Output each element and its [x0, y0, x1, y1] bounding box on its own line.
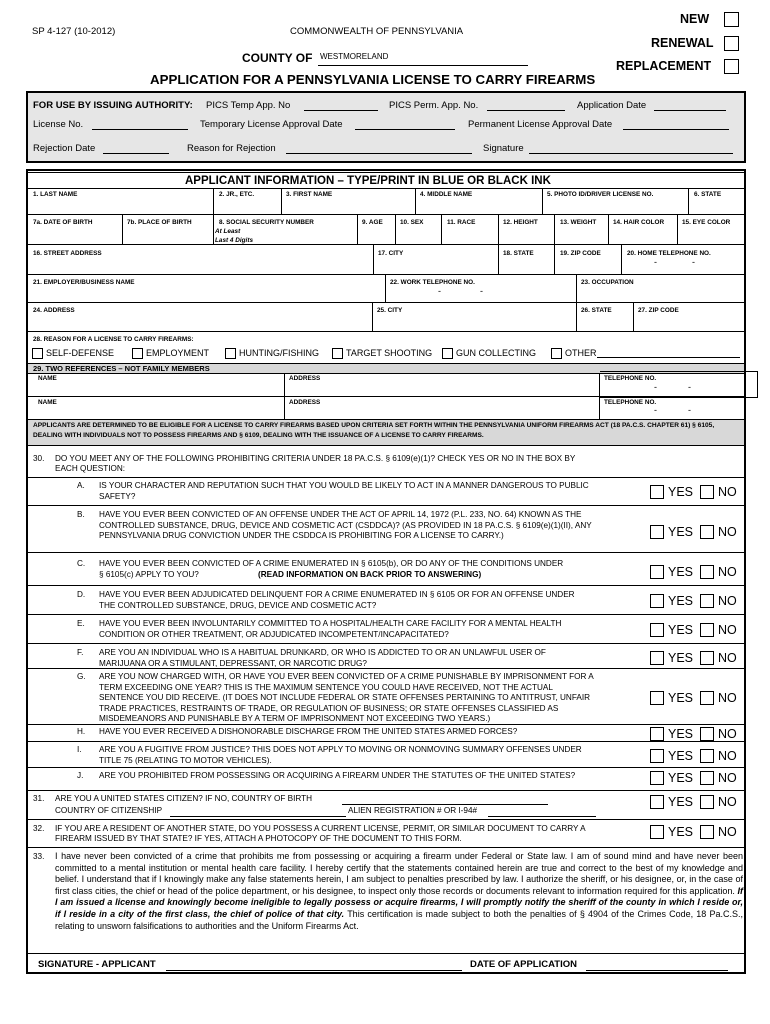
q30-item-line: MISDEMEANORS AND PUNISHABLE BY A TERM OF IMPRISONMENT NOT EXCEEDING TWO YEARS.) [99, 714, 491, 724]
q31-yes-checkbox[interactable] [650, 795, 664, 809]
last-name-label: 1. LAST NAME [33, 191, 78, 198]
sex-label: 10. SEX [400, 219, 424, 226]
yes-checkbox[interactable] [650, 525, 664, 539]
reason-employment-checkbox[interactable] [132, 348, 143, 359]
date-label: DATE OF APPLICATION [470, 959, 577, 970]
reason-self-defense-checkbox[interactable] [32, 348, 43, 359]
ref2-name-label: NAME [38, 399, 57, 406]
yes-label: YES [668, 771, 694, 785]
temp-approval-field[interactable] [355, 119, 455, 130]
work-phone-dash-2: - [480, 286, 483, 296]
q30-item-line: HAVE YOU EVER BEEN CONVICTED OF AN OFFENSE UNDER THE ACT OF APRIL 14, 1972 (P.L. 233, NO. 64) KNOWN AS THE [99, 510, 582, 519]
q30-item-line: HAVE YOU EVER BEEN INVOLUNTARILY COMMITTED TO A HOSPITAL/HEALTH CARE FACILITY FOR A MENTAL HEALTH [99, 619, 562, 628]
license-no-label: License No. [33, 119, 84, 130]
q30-item-line: HAVE YOU EVER BEEN CONVICTED OF A CRIME ENUMERATED IN § 6105(b), OR DO ANY OF THE CONDITIONS UNDER [99, 559, 564, 568]
weight-label: 13. WEIGHT [560, 219, 597, 226]
yes-checkbox[interactable] [650, 485, 664, 499]
reason-hunting-label: HUNTING/FISHING [239, 348, 319, 358]
reason-hunting-checkbox[interactable] [225, 348, 236, 359]
q30-item-letter: C. [77, 559, 86, 568]
q32-yes-label: YES [668, 825, 694, 839]
yes-label: YES [668, 525, 694, 539]
q30-item-line: ARE YOU NOW CHARGED WITH, OR HAVE YOU EVER BEEN CONVICTED OF A CRIME PUNISHABLE BY IMPRISONMENT FOR A [99, 672, 594, 681]
county-value: WESTMORELAND [320, 52, 389, 61]
yes-checkbox[interactable] [650, 771, 664, 785]
reason-target-checkbox[interactable] [332, 348, 343, 359]
option-new-checkbox[interactable] [724, 12, 739, 27]
q30-answer [650, 651, 737, 665]
reason-collecting-label: GUN COLLECTING [456, 348, 537, 358]
option-renewal-checkbox[interactable] [724, 36, 739, 51]
employer-zip-label: 27. ZIP CODE [638, 307, 679, 314]
yes-checkbox[interactable] [650, 623, 664, 637]
q31-country-birth-field[interactable] [342, 794, 548, 805]
question-separator [28, 724, 744, 725]
yes-label: YES [668, 485, 694, 499]
rejection-date-label: Rejection Date [33, 143, 96, 154]
ref2-phone-label: TELEPHONE NO. [604, 399, 657, 406]
q30-item-letter: F. [77, 648, 84, 657]
q33-tail: This certification is made subject to both the penalties of § 4904 of the Crimes Code, 18 Pa.C.S., relating to unsworn falsifications to [55, 908, 743, 931]
id-state-label: 6. STATE [694, 191, 722, 198]
perm-approval-field[interactable] [623, 119, 729, 130]
no-label: NO [718, 565, 737, 579]
q33-bold-1: If I am issued a license and knowingly become ineligible to legally [55, 885, 743, 908]
question-separator [28, 741, 744, 742]
q31-citizenship-label: COUNTRY OF CITIZENSHIP [55, 806, 163, 815]
employer-address-label: 24. ADDRESS [33, 307, 75, 314]
first-name-label: 3. FIRST NAME [286, 191, 333, 198]
question-separator [28, 643, 744, 644]
no-checkbox[interactable] [700, 749, 714, 763]
option-replacement-checkbox[interactable] [724, 59, 739, 74]
q30-item-line: IS YOUR CHARACTER AND REPUTATION SUCH THAT YOU WOULD BE LIKELY TO ACT IN A MANNER DANGEROUS TO PUBLIC [99, 481, 589, 490]
app-date-label: Application Date [577, 100, 647, 111]
state-label: 18. STATE [503, 250, 534, 257]
ssn-label: 8. SOCIAL SECURITY NUMBER [219, 219, 314, 226]
no-checkbox[interactable] [700, 594, 714, 608]
q30-item-line: HAVE YOU EVER BEEN ADJUDICATED DELINQUENT FOR A CRIME ENUMERATED IN § 6105 OR FOR AN OFFENSE UNDER [99, 590, 575, 599]
q30-item-line: § 6105(c) APPLY TO YOU? [99, 569, 199, 579]
county-label: COUNTY OF [242, 51, 313, 65]
q30-item-line: SENTENCE YOU DID RECEIVE. (IT DOES NOT INCLUDE FEDERAL OR STATE OFFENSES PERTAINING TO ANTITRUST, UNFAIR [99, 693, 591, 703]
yes-label: YES [668, 727, 694, 741]
no-checkbox[interactable] [700, 565, 714, 579]
q30-item-line: CONTROLLED SUBSTANCE, DRUG, DEVICE AND COSMETIC ACT (CSDDCA)? (AS PROVIDED IN 18 PA.C.S. § 6109(e)(1)(II), ANY [99, 520, 592, 530]
city-label: 17. CITY [378, 250, 404, 257]
no-label: NO [718, 749, 737, 763]
q30-item-bold-note: (READ INFORMATION ON BACK PRIOR TO ANSWERING) [258, 569, 482, 579]
pob-label: 7b. PLACE OF BIRTH [127, 219, 192, 226]
pics-perm-label: PICS Perm. App. No. [389, 100, 479, 111]
no-label: NO [718, 623, 737, 637]
reason-other-label: OTHER [565, 348, 597, 358]
age-label: 9. AGE [362, 219, 383, 226]
no-checkbox[interactable] [700, 691, 714, 705]
rejection-reason-label: Reason for Rejection [187, 143, 276, 154]
no-label: NO [718, 771, 737, 785]
no-label: NO [718, 525, 737, 539]
ssn-note-2: Last 4 Digits [215, 237, 253, 244]
question-separator [28, 614, 744, 615]
no-label: NO [718, 594, 737, 608]
yes-label: YES [668, 651, 694, 665]
form-id: SP 4-127 (10-2012) [32, 26, 116, 37]
eligibility-note: APPLICANTS ARE DETERMINED TO BE ELIGIBLE FOR A LICENSE TO CARRY FIREARMS BASED UPON CRITERIA SET FORTH WITHIN THE PENNSYLVANIA UNIFORM FIREARMS ACT (18 PA.C.S. CHAPTER 61) § 6105, DEALING WITH INDIVIDUALS NOT TO POSSESS FIREARMS AND § 6109, DEALING WITH THE ISSUANCE OF A LICENSE TO CARRY FIREARMS. [33, 422, 715, 439]
ref2-phone-dash-2: - [688, 405, 691, 415]
authority-signature-label: Signature [483, 143, 524, 154]
yes-checkbox[interactable] [650, 727, 664, 741]
no-label: NO [718, 651, 737, 665]
reason-collecting-checkbox[interactable] [442, 348, 453, 359]
ref1-address-label: ADDRESS [289, 375, 321, 382]
no-checkbox[interactable] [700, 651, 714, 665]
yes-checkbox[interactable] [650, 749, 664, 763]
app-date-field[interactable] [654, 100, 726, 111]
q31-no-checkbox[interactable] [700, 795, 714, 809]
q30-item-line: TITLE 75 (RELATING TO MOTOR VEHICLES). [99, 755, 272, 765]
employer-state-label: 26. STATE [581, 307, 612, 314]
authority-heading: FOR USE BY ISSUING AUTHORITY: [33, 100, 193, 111]
q33-line-3: best of my knowledge and belief. I understand that if I knowingly make any false statements herein, I am subject to penalties prescribed by law. I [55, 862, 743, 885]
no-checkbox[interactable] [700, 771, 714, 785]
q30-item-letter: I. [77, 745, 82, 754]
q31-citizenship-field[interactable] [170, 806, 346, 817]
q31-yes-label: YES [668, 795, 694, 809]
authority-signature-field[interactable] [529, 143, 733, 154]
rejection-reason-field[interactable] [286, 143, 472, 154]
q30-answer [650, 485, 737, 499]
q30-item-line: TRADE PRACTICES, RESTRAINTS OF TRADE, OR REGULATION OF BUSINESS; OR STATE OFFENSES CLASSIFIED AS [99, 703, 559, 713]
q32-line-1: IF YOU ARE A RESIDENT OF ANOTHER STATE, DO YOU POSSESS A CURRENT LICENSE, PERMIT, OR SIMILAR DOCUMENT TO CARRY A [55, 824, 586, 833]
no-checkbox[interactable] [700, 727, 714, 741]
q30-answer [650, 691, 737, 705]
q33-bold-2: possess or acquire firearms, I will promptly notify the sheriff of the county in which I reside or, if I reside in a city of the first class, the chief of [55, 897, 743, 919]
suffix-label: 2. JR., ETC. [219, 191, 255, 198]
q32-number: 32. [33, 824, 45, 833]
no-label: NO [718, 691, 737, 705]
q30-item-line: HAVE YOU EVER RECEIVED A DISHONORABLE DISCHARGE FROM THE UNITED STATES ARMED FORCES? [99, 727, 518, 736]
q30-item-line: ARE YOU PROHIBITED FROM POSSESSING OR ACQUIRING A FIREARM UNDER THE STATUTES OF THE UNITED STATES? [99, 771, 576, 780]
question-separator [28, 585, 744, 586]
q30-item-letter: B. [77, 510, 85, 519]
middle-name-label: 4. MIDDLE NAME [420, 191, 473, 198]
hair-color-label: 14. HAIR COLOR [613, 219, 665, 226]
q30-item-line: THE CONTROLLED SUBSTANCE, DRUG, DEVICE AND COSMETIC ACT? [99, 600, 377, 610]
home-phone-dash-1: - [654, 257, 657, 267]
q33-line-5: records or documents relevant to information required for this application. [442, 885, 735, 896]
height-label: 12. HEIGHT [503, 219, 538, 226]
pics-temp-field[interactable] [304, 100, 378, 111]
ssn-note-1: At Least [215, 228, 241, 235]
q32-no-label: NO [718, 825, 737, 839]
perm-approval-label: Permanent License Approval Date [468, 119, 613, 130]
yes-label: YES [668, 565, 694, 579]
work-phone-dash-1: - [438, 286, 441, 296]
date-field[interactable] [586, 958, 728, 971]
yes-checkbox[interactable] [650, 565, 664, 579]
question-separator [28, 477, 744, 478]
license-no-field[interactable] [92, 119, 188, 130]
reason-employment-label: EMPLOYMENT [146, 348, 210, 358]
q33-line-2: never been committed to a mental institution or mental health care facility. I hereby certify that the statements contained herein are true and correct to the [55, 851, 743, 873]
q30-item-letter: J. [77, 771, 84, 780]
no-checkbox[interactable] [700, 485, 714, 499]
zip-label: 19. ZIP CODE [560, 250, 601, 257]
ref2-phone-dash-1: - [654, 405, 657, 415]
q30-item-letter: G. [77, 672, 86, 681]
q30-item-letter: A. [77, 481, 85, 490]
pics-perm-field[interactable] [487, 100, 565, 111]
no-checkbox[interactable] [700, 623, 714, 637]
q33-certification [55, 851, 743, 932]
q30-item-letter: H. [77, 727, 86, 736]
q30-answer [650, 727, 737, 741]
photo-id-label: 5. PHOTO ID/DRIVER LICENSE NO. [547, 191, 654, 198]
yes-checkbox[interactable] [650, 594, 664, 608]
q32-yes-checkbox[interactable] [650, 825, 664, 839]
q31-number: 31. [33, 794, 45, 803]
question-separator [28, 552, 744, 553]
rejection-date-field[interactable] [103, 143, 169, 154]
signature-label: SIGNATURE - APPLICANT [38, 959, 156, 970]
q30-item-line: ARE YOU AN INDIVIDUAL WHO IS A HABITUAL DRUNKARD, OR WHO IS ADDICTED TO OR AN UNLAWFUL USER OF [99, 648, 546, 657]
q33-line-4: authorize the sheriff, or his designee, or, in the case of first class cities, the chief or head of the police department, or his designee, to inspect only those [55, 874, 743, 896]
option-new-label: NEW [680, 12, 710, 26]
yes-checkbox[interactable] [650, 691, 664, 705]
q33-line-1: I have never been convicted of a crime that prohibits me from possessing or acquiring a firearm under Federal or State law. I am of sound mind and have [55, 851, 694, 861]
ref1-phone-dash-1: - [654, 382, 657, 392]
q31-alien-field[interactable] [488, 806, 596, 817]
references-label: 29. TWO REFERENCES – NOT FAMILY MEMBERS [33, 364, 210, 373]
yes-checkbox[interactable] [650, 651, 664, 665]
dob-label: 7a. DATE OF BIRTH [33, 219, 93, 226]
q30-item-line: MARIJUANA OR A STIMULANT, DEPRESSANT, OR NARCOTIC DRUG? [99, 658, 367, 668]
q30-item-line: PENNSYLVANIA DRUG CONVICTION UNDER THE CSDDCA IS PROHIBITING FOR A LICENSE TO CARRY.) [99, 531, 504, 541]
race-label: 11. RACE [447, 219, 476, 226]
q30-text-2: EACH QUESTION: [55, 464, 126, 473]
employer-city-label: 25. CITY [377, 307, 403, 314]
reason-target-label: TARGET SHOOTING [346, 348, 433, 358]
q30-answer [650, 565, 737, 579]
form-title: APPLICATION FOR A PENNSYLVANIA LICENSE TO CARRY FIREARMS [150, 72, 596, 87]
q31-text: ARE YOU A UNITED STATES CITIZEN? IF NO, COUNTRY OF BIRTH [55, 794, 313, 803]
q30-item-line: CONDITION OR OTHER TREATMENT, OR ADJUDICATED INCOMPETENT/INCAPACITATED? [99, 629, 449, 639]
occupation-label: 23. OCCUPATION [581, 279, 634, 286]
ref1-extension-box [600, 371, 758, 398]
applicant-heading: APPLICANT INFORMATION – TYPE/PRINT IN BLUE OR BLACK INK [185, 175, 551, 187]
option-replacement-label: REPLACEMENT [616, 59, 712, 73]
reason-self-defense-label: SELF-DEFENSE [46, 348, 115, 358]
no-checkbox[interactable] [700, 525, 714, 539]
q32-answer [650, 825, 737, 839]
yes-label: YES [668, 749, 694, 763]
q33-bold-3: police of that city. [266, 908, 345, 919]
pics-temp-label: PICS Temp App. No [206, 100, 291, 111]
q30-answer [650, 749, 737, 763]
q30-answer [650, 771, 737, 785]
yes-label: YES [668, 691, 694, 705]
question-separator [28, 767, 744, 768]
q31-alien-label: ALIEN REGISTRATION # OR I-94# [348, 806, 478, 815]
no-label: NO [718, 727, 737, 741]
q33-last: authorities and the Uniform Firearms Act. [195, 920, 359, 931]
question-separator [28, 505, 744, 506]
question-separator [28, 668, 744, 669]
q30-item-line: TERM EXCEEDING ONE YEAR? THIS IS THE MAXIMUM SENTENCE YOU COULD HAVE RECEIVED, NOT THE ACTUAL [99, 682, 553, 692]
q30-text-1: DO YOU MEET ANY OF THE FOLLOWING PROHIBITING CRITERIA UNDER 18 PA.C.S. § 6109(e)(1)? CHECK YES OR NO IN THE BOX BY [55, 454, 576, 463]
yes-label: YES [668, 594, 694, 608]
option-renewal-label: RENEWAL [651, 36, 714, 50]
temp-approval-label: Temporary License Approval Date [200, 119, 343, 130]
no-label: NO [718, 485, 737, 499]
q31-no-label: NO [718, 795, 737, 809]
agency-name: COMMONWEALTH OF PENNSYLVANIA [290, 26, 464, 37]
employer-label: 21. EMPLOYER/BUSINESS NAME [33, 279, 135, 286]
eye-color-label: 15. EYE COLOR [682, 219, 731, 226]
q32-no-checkbox[interactable] [700, 825, 714, 839]
q32-line-2: FIREARM ISSUED BY THAT STATE? IF YES, ATTACH A PHOTOCOPY OF THE DOCUMENT TO THIS FORM. [55, 834, 462, 843]
last-name-field[interactable] [28, 198, 212, 213]
reason-label: 28. REASON FOR A LICENSE TO CARRY FIREARMS: [33, 336, 194, 343]
ref1-name-label: NAME [38, 375, 57, 382]
ref2-address-label: ADDRESS [289, 399, 321, 406]
q30-item-line: ARE YOU A FUGITIVE FROM JUSTICE? THIS DOES NOT APPLY TO MOVING OR NONMOVING SUMMARY OFFENSES UNDER [99, 745, 582, 754]
q30-answer [650, 594, 737, 608]
street-address-label: 16. STREET ADDRESS [33, 250, 102, 257]
reason-other-checkbox[interactable] [551, 348, 562, 359]
q30-answer [650, 525, 737, 539]
q30-item-letter: E. [77, 619, 85, 628]
q31-answer [650, 795, 737, 809]
reason-other-field[interactable] [597, 347, 740, 358]
signature-field[interactable] [166, 958, 462, 971]
home-phone-dash-2: - [692, 257, 695, 267]
work-phone-label: 22. WORK TELEPHONE NO. [390, 279, 475, 286]
q30-item-line: SAFETY? [99, 491, 136, 501]
home-phone-label: 20. HOME TELEPHONE NO. [627, 250, 711, 257]
q30-item-letter: D. [77, 590, 86, 599]
yes-label: YES [668, 623, 694, 637]
q33-number: 33. [33, 852, 45, 861]
ref1-phone-label: TELEPHONE NO. [604, 375, 657, 382]
q30-number: 30. [33, 454, 45, 463]
q30-answer [650, 623, 737, 637]
ref1-phone-dash-2: - [688, 382, 691, 392]
